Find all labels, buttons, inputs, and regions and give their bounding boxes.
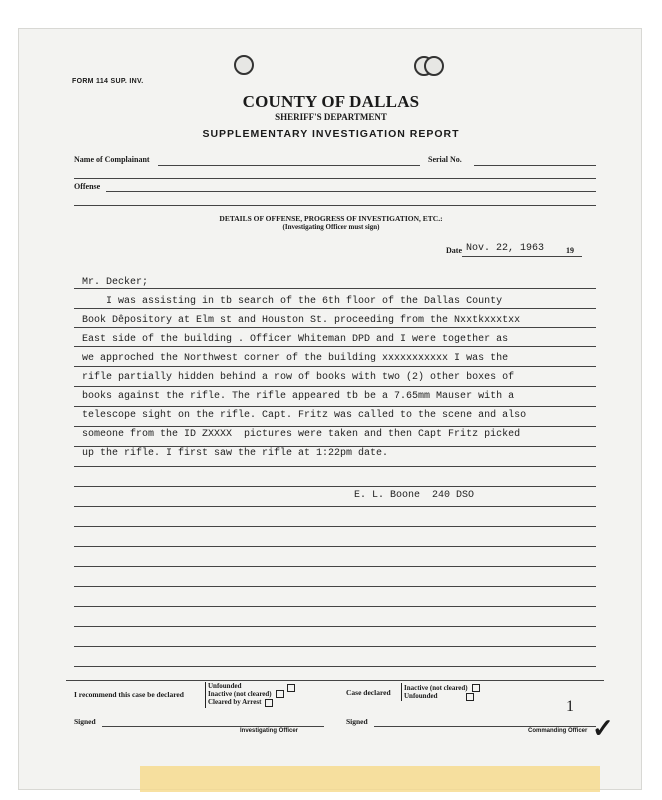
form-number: FORM 114 SUP. INV. (72, 78, 144, 85)
ruled-line (74, 546, 596, 547)
option-unfounded: Unfounded (208, 682, 242, 690)
punch-hole-icon (234, 55, 254, 75)
unfounded-right-checkbox[interactable] (466, 693, 474, 701)
ruled-line (74, 586, 596, 587)
body-line: rifle partially hidden behind a row of books with two (2) other boxes of (82, 372, 515, 383)
details-heading: DETAILS OF OFFENSE, PROGRESS OF INVESTIGATION, ETC.: (219, 214, 443, 223)
ruled-line (74, 426, 596, 427)
ruled-line (74, 646, 596, 647)
ruled-line (74, 386, 596, 387)
commanding-officer-label: Commanding Officer (528, 728, 588, 734)
ruled-line (74, 327, 596, 328)
body-line: East side of the building . Officer Whiteman DPD and I were together as (82, 334, 509, 345)
body-line: we approched the Northwest corner of the building xxxxxxxxxxx I was the (82, 353, 509, 364)
handwritten-mark: 1 (566, 698, 574, 715)
body-line: books against the rifle. The rifle appeared tb be a 7.65mm Mauser with a (82, 391, 515, 402)
investigating-officer-label: Investigating Officer (240, 728, 299, 734)
signed-label-left: Signed (74, 717, 96, 726)
ruled-line (74, 406, 596, 407)
ruled-line (74, 506, 596, 507)
body-line: Mr. Decker; (82, 277, 149, 288)
recommend-label: I recommend this case be declared (74, 690, 184, 699)
signature-line-right (374, 726, 596, 727)
option-cleared: Cleared by Arrest (208, 698, 262, 707)
body-line: I was assisting in tb search of the 6th floor of the Dallas County (82, 296, 503, 307)
body-line: telescope sight on the rifle. Capt. Fritz was called to the scene and also (82, 410, 527, 421)
footer-divider (66, 680, 604, 681)
inactive-checkbox[interactable] (276, 690, 284, 698)
complainant-label: Name of Complainant (74, 155, 150, 164)
option-inactive: Inactive (not cleared) (208, 690, 272, 698)
ruled-line (74, 308, 596, 309)
ruled-line (74, 486, 596, 487)
option-brace (401, 683, 402, 701)
line (74, 178, 596, 179)
ruled-line (74, 346, 596, 347)
county-title: COUNTY OF DALLAS (242, 92, 420, 111)
complainant-line (158, 165, 420, 166)
signed-label-right: Signed (346, 717, 368, 726)
date-value: Nov. 22, 1963 (466, 243, 545, 254)
option-unfounded-right: Unfounded (404, 692, 438, 701)
body-line: someone from the ID ZXXXX pictures were taken and then Capt Fritz picked (82, 429, 521, 440)
date-label: Date (446, 246, 462, 255)
serial-label: Serial No. (428, 155, 462, 164)
offense-line (106, 191, 596, 192)
ruled-line (74, 606, 596, 607)
signature-line-left (102, 726, 324, 727)
body-line: up the rifle. I first saw the rifle at 1:22pm date. (82, 448, 389, 459)
cleared-checkbox[interactable] (265, 699, 273, 707)
ruled-line (74, 288, 596, 289)
ruled-line (74, 526, 596, 527)
offense-label: Offense (74, 182, 101, 191)
ruled-line (74, 566, 596, 567)
year-suffix: 19 (566, 246, 574, 255)
unfounded-checkbox[interactable] (287, 684, 295, 692)
ruled-line (74, 366, 596, 367)
report-sheet (18, 28, 642, 790)
ruled-line (74, 446, 596, 447)
left-options (208, 682, 284, 707)
ruled-line (74, 626, 596, 627)
inactive-right-checkbox[interactable] (472, 684, 480, 692)
report-title: SUPPLEMENTARY INVESTIGATION REPORT (202, 128, 460, 140)
serial-line (474, 165, 596, 166)
line (74, 205, 596, 206)
tape-strip (140, 766, 600, 792)
case-declared-label: Case declared (346, 688, 391, 697)
details-subheading: (Investigating Officer must sign) (282, 223, 380, 231)
ruled-line (74, 666, 596, 667)
punch-hole-icon (424, 56, 444, 76)
officer-signature: E. L. Boone 240 DSO (354, 490, 475, 501)
right-options (404, 684, 480, 701)
option-brace (205, 682, 206, 708)
option-inactive-right: Inactive (not cleared) (404, 684, 468, 692)
date-line (462, 256, 582, 257)
check-mark-icon: ✓ (592, 714, 614, 743)
body-line: Book Dêpository at Elm st and Houston St. proceeding from the Nxxtkxxxtxx (82, 315, 521, 326)
department-title: SHERIFF'S DEPARTMENT (275, 112, 387, 122)
ruled-line (74, 466, 596, 467)
